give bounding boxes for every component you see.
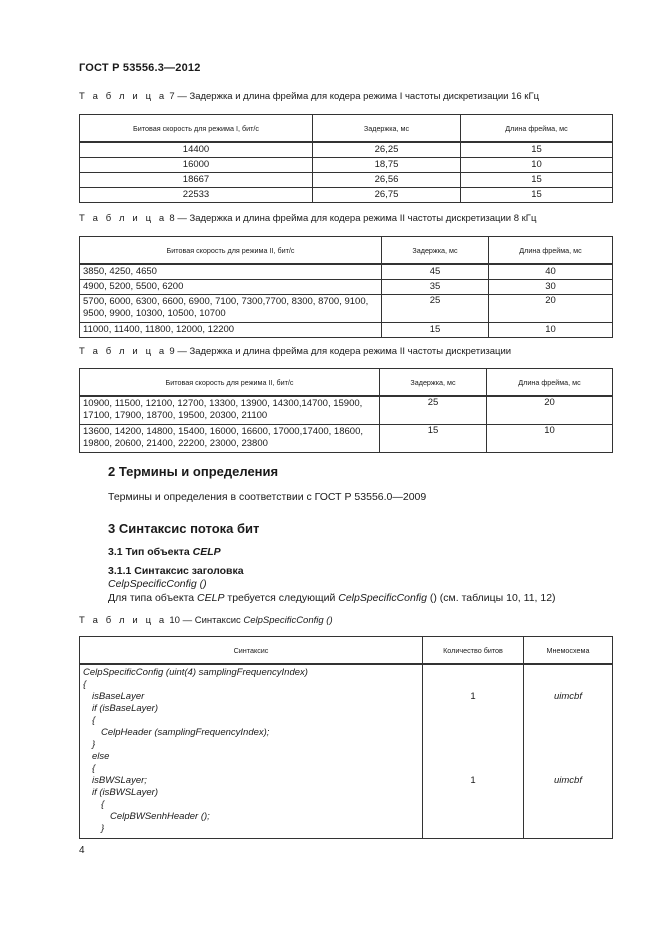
table-cell: 25 [380,396,487,424]
table-cell: 16000 [80,157,313,172]
column-header: Битовая скорость для режима II, бит/с [80,237,382,265]
object-type-name: CELP [192,546,221,558]
code-line: CelpSpecificConfig (uint(4) samplingFrequencyIndex) [83,667,308,678]
table-label: Т а б л и ц а [79,213,167,224]
table-cell: 45 [382,264,489,279]
table-cell: 15 [382,322,489,337]
column-header: Синтаксис [80,637,423,665]
table-row [80,264,613,279]
code-line: } [92,739,96,750]
code-line: if (isBaseLayer) [92,703,158,714]
text-fragment: Для типа объекта [108,592,198,604]
table-caption-text: 8 — Задержка и длина фрейма для кодера режима II частоты дискретизации 8 кГц [169,213,537,224]
table-7 [79,114,613,203]
table-caption-text: 10 — Синтаксис [169,615,244,626]
column-header: Битовая скорость для режима II, бит/с [80,369,380,397]
table-cell: 18667 [80,172,313,187]
table-cell: 13600, 14200, 14800, 15400, 16000, 16600, 17000,17400, 18600, 19800, 20600, 21400, 22200, 23000, 23800 [80,424,380,452]
subsection-prefix: 3.1 Тип объекта [108,546,193,558]
column-header: Количество битов [423,637,524,665]
column-header: Задержка, мс [313,115,461,143]
table-row [80,279,613,294]
bit-count: 1 [470,775,476,786]
table-row [80,157,613,172]
table-cell: 22533 [80,187,313,202]
table-caption-name: CelpSpecificConfig () [243,615,333,626]
code-line: CelpHeader (samplingFrequencyIndex); [101,727,270,738]
bits-cell [423,664,524,839]
code-line: isBaseLayer [92,691,145,702]
table-label: Т а б л и ц а [79,346,167,357]
table-cell: 10 [489,322,613,337]
code-line: { [92,763,96,774]
table-cell: 15 [461,142,613,157]
page-number: 4 [79,845,85,856]
table-cell: 30 [489,279,613,294]
code-line: } [101,823,105,834]
table-cell: 14400 [80,142,313,157]
mnemonic-cell [524,664,613,839]
table-row [80,396,613,424]
table-10-caption [79,615,333,626]
table-row [80,322,613,337]
table-8 [79,236,613,338]
table-cell: 35 [382,279,489,294]
table-cell: 10 [461,157,613,172]
table-cell: 15 [380,424,487,452]
text-fragment: () (см. таблицы 10, 11, 12) [426,592,556,604]
code-line: isBWSLayer; [92,775,147,786]
table-cell: 10 [487,424,613,452]
subsection-3-1-heading [108,546,221,558]
mnemonic: uimcbf [554,775,582,786]
table-label: Т а б л и ц а [79,615,167,626]
table-cell: 20 [489,294,613,322]
table-cell: 11000, 11400, 11800, 12000, 12200 [80,322,382,337]
table-cell: 40 [489,264,613,279]
column-header: Длина фрейма, мс [487,369,613,397]
table-cell: 25 [382,294,489,322]
code-line: { [92,715,96,726]
column-header: Длина фрейма, мс [489,237,613,265]
table-9-caption [79,346,511,357]
document-header: ГОСТ Р 53556.3—2012 [79,62,201,74]
column-header: Битовая скорость для режима I, бит/с [80,115,313,143]
column-header: Задержка, мс [382,237,489,265]
table-cell: 3850, 4250, 4650 [80,264,382,279]
table-row [80,172,613,187]
table-row [80,187,613,202]
table-cell: 5700, 6000, 6300, 6600, 6900, 7100, 7300,7700, 8300, 8700, 9100, 9500, 9900, 10300, 10500, 10700 [80,294,382,322]
code-line: if (isBWSLayer) [92,787,158,798]
section-2-heading: 2 Термины и определения [108,464,279,479]
table-cell: 15 [461,187,613,202]
table-cell: 20 [487,396,613,424]
column-header: Длина фрейма, мс [461,115,613,143]
column-header: Задержка, мс [380,369,487,397]
code-line: CelpBWSenhHeader (); [110,811,210,822]
text-fragment: требуется следующий [224,592,339,604]
table-cell: 4900, 5200, 5500, 6200 [80,279,382,294]
table-cell: 26,25 [313,142,461,157]
code-line: { [101,799,105,810]
table-8-caption [79,213,536,224]
bit-count: 1 [470,691,476,702]
config-function-name: CelpSpecificConfig () [108,578,207,590]
syntax-code-cell [80,664,423,839]
text-fragment: CELP [197,592,225,604]
table-10 [79,636,613,839]
table-row [80,142,613,157]
section-3-body-text [108,592,556,604]
table-cell: 10900, 11500, 12100, 12700, 13300, 13900, 14300,14700, 15900, 17100, 17900, 18700, 19500, 20300, 21100 [80,396,380,424]
code-line: { [83,679,87,690]
table-9 [79,368,613,453]
section-2-text: Термины и определения в соответствии с ГОСТ Р 53556.0—2009 [108,491,427,503]
table-caption-text: 9 — Задержка и длина фрейма для кодера режима II частоты дискретизации [169,346,512,357]
table-row [80,294,613,322]
mnemonic: uimcbf [554,691,582,702]
table-caption-text: 7 — Задержка и длина фрейма для кодера режима I частоты дискретизации 16 кГц [169,91,540,102]
table-cell: 26,56 [313,172,461,187]
table-row [80,664,613,839]
subsection-3-1-1-heading: 3.1.1 Синтаксис заголовка [108,565,244,577]
text-fragment: CelpSpecificConfig [338,592,427,604]
table-cell: 26,75 [313,187,461,202]
code-line: else [92,751,110,762]
column-header: Мнемосхема [524,637,613,665]
table-label: Т а б л и ц а [79,91,167,102]
table-row [80,424,613,452]
section-3-heading: 3 Синтаксис потока бит [108,521,260,536]
table-cell: 18,75 [313,157,461,172]
table-7-caption [79,91,539,102]
table-cell: 15 [461,172,613,187]
